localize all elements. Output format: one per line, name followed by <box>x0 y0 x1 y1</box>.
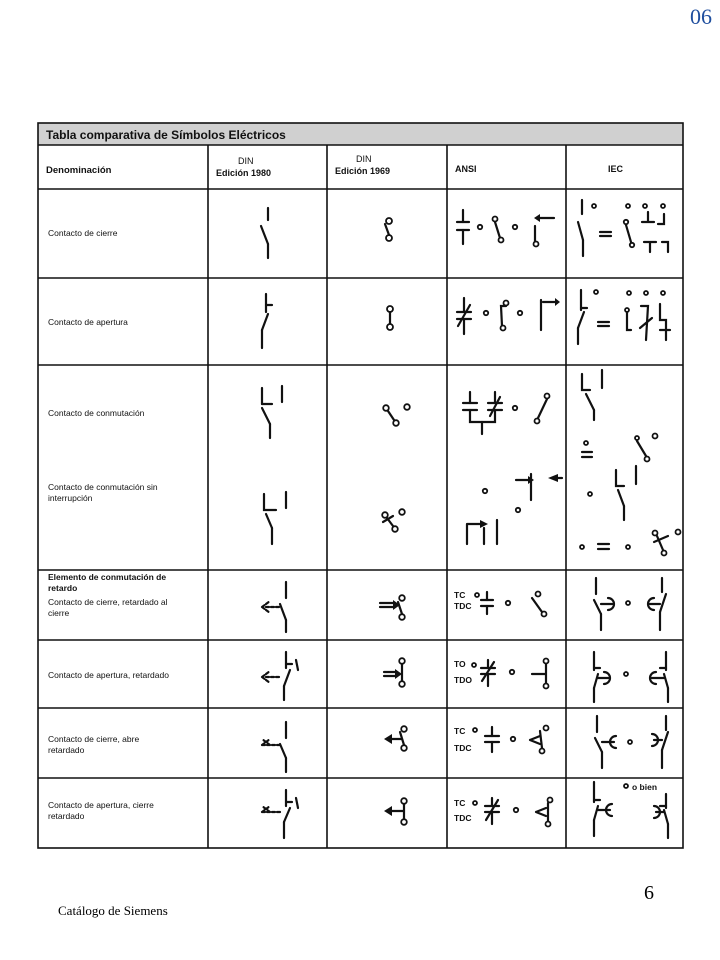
header-din1969-a: DIN <box>356 154 372 164</box>
ansi-tdc-label-8: TDC <box>454 813 472 823</box>
ansi-tc-label-8: TC <box>454 798 466 808</box>
slide-number: 06 <box>690 4 712 29</box>
row-label-retardo-3: Contacto de cierre, retardado al <box>48 597 168 607</box>
header-din1980-a: DIN <box>238 156 254 166</box>
din1969-cierre-symbol <box>385 218 392 241</box>
ansi-retardo-cierre-symbol <box>454 590 547 617</box>
iec-conmutacion-symbol <box>582 370 658 462</box>
ansi-tc-label-5: TC <box>454 590 466 600</box>
row-label-apertura-retardado: Contacto de apertura, retardado <box>48 670 169 680</box>
row-label-apertura: Contacto de apertura <box>48 317 128 327</box>
ansi-apertura-retardado-symbol <box>454 659 549 689</box>
row-label-apertura-cierre-2: retardado <box>48 811 85 821</box>
din1980-cierre-symbol <box>261 208 268 258</box>
iec-o-bien-note: o bien <box>632 782 658 792</box>
ansi-cierre-abre-symbol <box>454 726 549 754</box>
row-label-cierre-abre-2: retardado <box>48 745 85 755</box>
ansi-apertura-cierre-symbol <box>454 798 553 827</box>
iec-conm-sin-int-symbol <box>580 466 681 556</box>
din1980-conmutacion-symbol <box>262 386 282 438</box>
din1980-cierre-abre-symbol <box>262 722 286 772</box>
din1980-retardo-cierre-symbol <box>262 582 286 632</box>
row-label-cierre: Contacto de cierre <box>48 228 118 238</box>
source-credit: Catálogo de Siemens <box>58 903 168 918</box>
din1980-apertura-symbol <box>262 294 272 348</box>
row-label-conm-sin-int-1: Contacto de conmutación sin <box>48 482 158 492</box>
ansi-tdc-label-7: TDC <box>454 743 472 753</box>
page-number: 6 <box>644 882 654 904</box>
row-label-apertura-cierre-1: Contacto de apertura, cierre <box>48 800 154 810</box>
ansi-to-label-6: TO <box>454 659 466 669</box>
din1969-apertura-retardado-symbol <box>384 658 405 687</box>
din1969-conmutacion-symbol <box>383 404 410 426</box>
table-title: Tabla comparativa de Símbolos Eléctricos <box>46 128 286 142</box>
din1969-apertura-symbol <box>387 306 393 330</box>
header-denominacion: Denominación <box>46 165 112 176</box>
row-label-retardo-1: Elemento de conmutación de <box>48 572 167 582</box>
iec-cierre-symbol <box>578 200 668 256</box>
ansi-tc-label-7: TC <box>454 726 466 736</box>
header-ansi: ANSI <box>455 164 477 174</box>
din1969-retardo-cierre-symbol <box>380 595 405 620</box>
iec-apertura-symbol <box>578 290 670 344</box>
din1969-apertura-cierre-symbol <box>384 798 407 825</box>
din1969-conm-sin-int-symbol <box>382 509 405 532</box>
header-iec: IEC <box>608 164 624 174</box>
header-din1969-b: Edición 1969 <box>335 166 391 176</box>
ansi-apertura-symbol <box>457 298 560 334</box>
ansi-conm-sin-int-symbol <box>467 474 562 544</box>
ansi-conmutacion-symbol <box>463 392 550 434</box>
row-label-retardo-4: cierre <box>48 608 70 618</box>
row-label-conm-sin-int-2: interrupción <box>48 493 93 503</box>
ansi-tdo-label-6: TDO <box>454 675 472 685</box>
din1980-conm-sin-int-symbol <box>264 492 286 544</box>
symbols <box>261 200 681 838</box>
din1980-apertura-cierre-symbol <box>262 790 298 838</box>
iec-apertura-retardado-symbol <box>594 652 668 702</box>
iec-retardo-cierre-symbol <box>594 578 666 630</box>
din1980-apertura-retardado-symbol <box>262 652 298 700</box>
ansi-tdc-label-5: TDC <box>454 601 472 611</box>
row-label-conmutacion: Contacto de conmutación <box>48 408 145 418</box>
ansi-cierre-symbol <box>457 210 554 247</box>
header-din1980-b: Edición 1980 <box>216 168 272 178</box>
row-label-retardo-2: retardo <box>48 583 78 593</box>
din1969-cierre-abre-symbol <box>384 726 407 751</box>
row-label-cierre-abre-1: Contacto de cierre, abre <box>48 734 140 744</box>
iec-cierre-abre-symbol <box>595 716 668 768</box>
